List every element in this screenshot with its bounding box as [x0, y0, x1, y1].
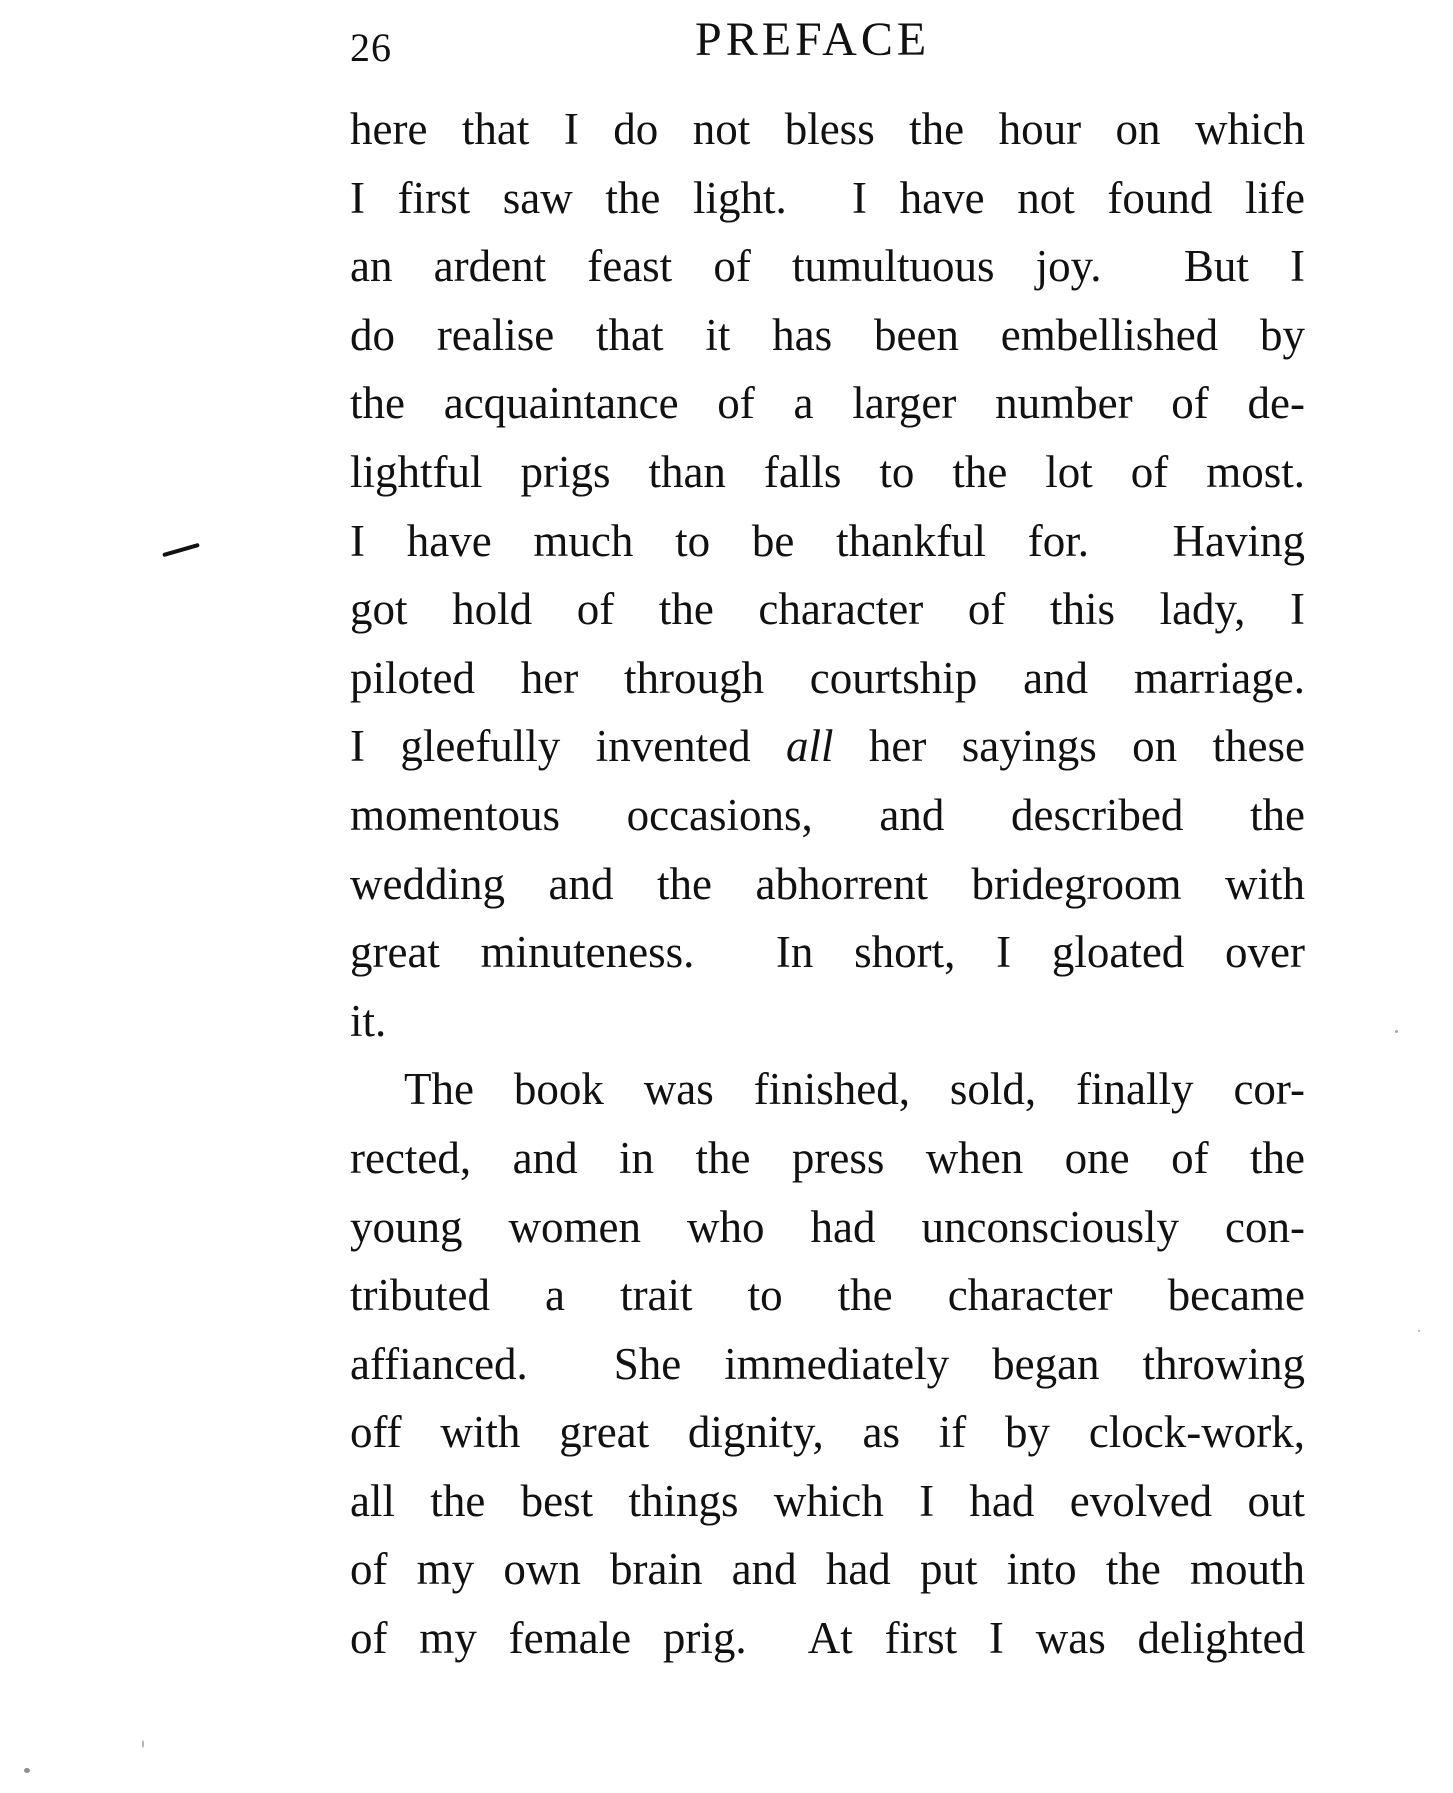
text-segment: I gleefully invented: [350, 721, 787, 772]
text-line: [350, 712, 1305, 781]
text-segment: lightful prigs than falls to the lot of most.: [350, 446, 1305, 497]
text-segment: I first saw the light. I have not found life: [350, 172, 1305, 223]
text-line: [350, 575, 1305, 644]
text-segment: momentous occasions, and described the: [350, 789, 1305, 840]
text-segment: I have much to be thankful for. Having: [350, 515, 1305, 566]
text-segment: her sayings on these: [833, 721, 1305, 772]
text-line: [350, 644, 1305, 713]
page-header: [350, 12, 1305, 82]
paragraph: [350, 95, 1305, 1055]
text-segment: young women who had unconsciously con-: [350, 1201, 1305, 1252]
text-segment: tributed a trait to the character became: [350, 1270, 1305, 1321]
text-segment: wedding and the abhorrent bridegroom with: [350, 858, 1305, 909]
text-line: [350, 1535, 1305, 1604]
text-line: [350, 369, 1305, 438]
text-segment: piloted her through courtship and marriage.: [350, 652, 1305, 703]
italic-word: all: [786, 721, 834, 772]
text-segment: an ardent feast of tumultuous joy. But I: [350, 241, 1305, 292]
text-segment: the acquaintance of a larger number of de-: [350, 378, 1305, 429]
text-segment: The book was finished, sold, finally cor-: [404, 1064, 1305, 1115]
speck: [142, 1740, 144, 1748]
text-line: [350, 164, 1305, 233]
text-line: [350, 301, 1305, 370]
paragraph: [350, 1055, 1305, 1672]
text-line: [350, 232, 1305, 301]
text-segment: all the best things which I had evolved out: [350, 1475, 1305, 1526]
text-line: [350, 987, 1305, 1056]
speck: [1395, 1030, 1398, 1033]
text-segment: of my own brain and had put into the mouth: [350, 1544, 1305, 1595]
text-line: [350, 1604, 1305, 1673]
text-line: [350, 1398, 1305, 1467]
text-segment: of my female prig. At first I was delighted: [350, 1613, 1305, 1664]
body-text: [350, 95, 1305, 1673]
text-line: [350, 918, 1305, 987]
speck: [1418, 1330, 1420, 1332]
text-line: [350, 1124, 1305, 1193]
page-number: 26: [350, 25, 392, 70]
text-line: [350, 507, 1305, 576]
text-segment: it.: [350, 995, 387, 1046]
text-line: [350, 438, 1305, 507]
text-segment: got hold of the character of this lady, I: [350, 584, 1305, 635]
text-segment: do realise that it has been embellished by: [350, 309, 1305, 360]
text-segment: off with great dignity, as if by clock-work,: [350, 1407, 1305, 1458]
text-line: [350, 1467, 1305, 1536]
speck: [24, 1768, 30, 1773]
running-head: PREFACE: [695, 13, 931, 66]
text-line: [350, 1261, 1305, 1330]
text-segment: rected, and in the press when one of the: [350, 1132, 1305, 1183]
text-line: [350, 1193, 1305, 1262]
text-segment: affianced. She immediately began throwing: [350, 1338, 1305, 1389]
text-line: [350, 781, 1305, 850]
text-line: [350, 1330, 1305, 1399]
text-line: [350, 95, 1305, 164]
text-segment: great minuteness. In short, I gloated over: [350, 927, 1305, 978]
text-segment: here that I do not bless the hour on which: [350, 104, 1305, 154]
pen-mark: [162, 543, 200, 557]
text-line: [350, 850, 1305, 919]
text-line: [350, 1055, 1305, 1124]
